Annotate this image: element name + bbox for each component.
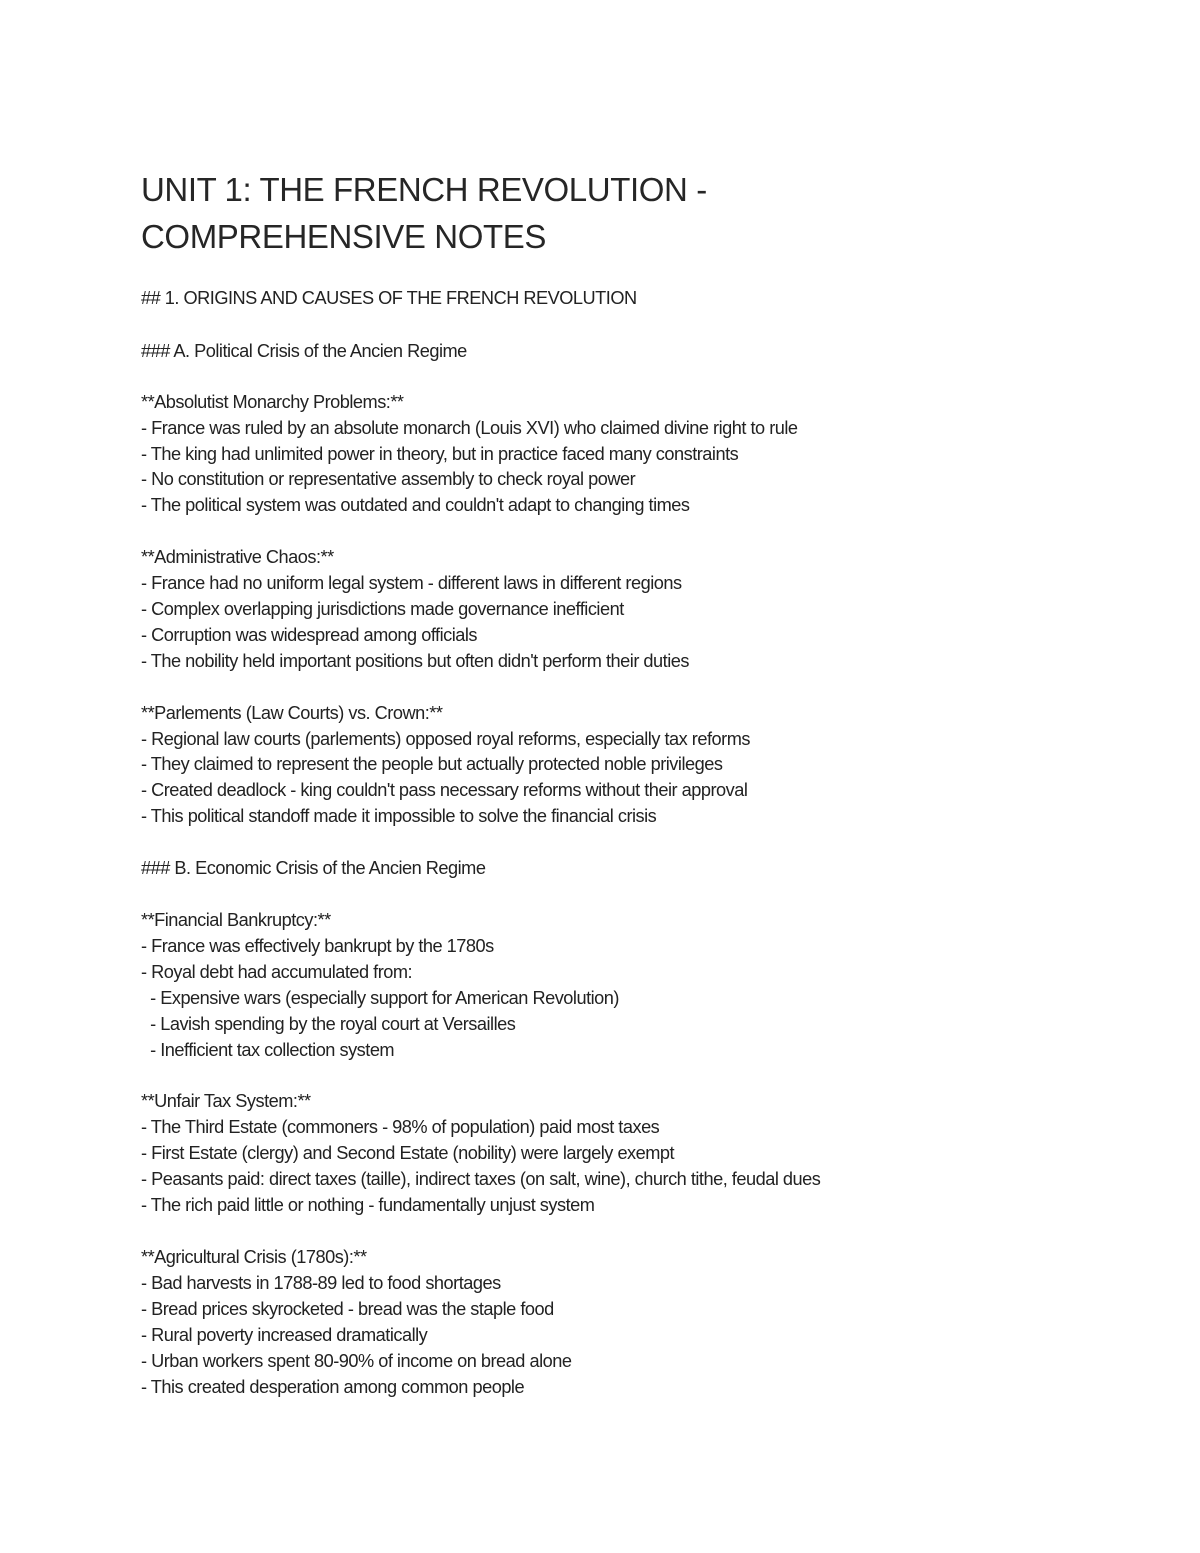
bullet-item: - Rural poverty increased dramatically bbox=[141, 1325, 428, 1345]
topic-heading: **Parlements (Law Courts) vs. Crown:** bbox=[141, 703, 443, 723]
bullet-item: - Royal debt had accumulated from: bbox=[141, 962, 413, 982]
subsection-heading: ### A. Political Crisis of the Ancien Regime bbox=[141, 341, 467, 361]
bullet-item: - First Estate (clergy) and Second Estate (nobility) were largely exempt bbox=[141, 1143, 675, 1163]
sub-bullet-item: - Lavish spending by the royal court at Versailles bbox=[141, 1014, 516, 1034]
bullet-item: - Bread prices skyrocketed - bread was the staple food bbox=[141, 1299, 554, 1319]
bullet-item: - The rich paid little or nothing - fundamentally unjust system bbox=[141, 1195, 595, 1215]
bullet-item: - This created desperation among common people bbox=[141, 1377, 525, 1397]
topic-heading: **Absolutist Monarchy Problems:** bbox=[141, 392, 404, 412]
sub-bullet-item: - Expensive wars (especially support for American Revolution) bbox=[141, 988, 619, 1008]
sub-bullet-item: - Inefficient tax collection system bbox=[141, 1040, 395, 1060]
topic-heading: **Agricultural Crisis (1780s):** bbox=[141, 1247, 367, 1267]
bullet-item: - The king had unlimited power in theory, but in practice faced many constraints bbox=[141, 444, 739, 464]
bullet-item: - This political standoff made it impossible to solve the financial crisis bbox=[141, 806, 657, 826]
topic-heading: **Financial Bankruptcy:** bbox=[141, 910, 331, 930]
bullet-item: - Corruption was widespread among officials bbox=[141, 625, 478, 645]
bullet-item: - No constitution or representative assembly to check royal power bbox=[141, 469, 636, 489]
subsection-heading: ### B. Economic Crisis of the Ancien Regime bbox=[141, 858, 486, 878]
bullet-item: - Created deadlock - king couldn't pass necessary reforms without their approval bbox=[141, 780, 748, 800]
bullet-item: - Complex overlapping jurisdictions made governance inefficient bbox=[141, 599, 624, 619]
title-line: COMPREHENSIVE NOTES bbox=[141, 218, 546, 255]
bullet-item: - The Third Estate (commoners - 98% of population) paid most taxes bbox=[141, 1117, 660, 1137]
section-heading: ## 1. ORIGINS AND CAUSES OF THE FRENCH REVOLUTION bbox=[141, 288, 637, 308]
topic-heading: **Unfair Tax System:** bbox=[141, 1091, 311, 1111]
bullet-item: - Bad harvests in 1788-89 led to food shortages bbox=[141, 1273, 501, 1293]
bullet-item: - France had no uniform legal system - different laws in different regions bbox=[141, 573, 682, 593]
bullet-item: - Urban workers spent 80-90% of income on bread alone bbox=[141, 1351, 572, 1371]
bullet-item: - Regional law courts (parlements) opposed royal reforms, especially tax reforms bbox=[141, 729, 750, 749]
title-line: UNIT 1: THE FRENCH REVOLUTION - bbox=[141, 171, 707, 208]
bullet-item: - The nobility held important positions but often didn't perform their duties bbox=[141, 651, 689, 671]
topic-heading: **Administrative Chaos:** bbox=[141, 547, 334, 567]
bullet-item: - France was ruled by an absolute monarch (Louis XVI) who claimed divine right to rule bbox=[141, 418, 798, 438]
bullet-item: - They claimed to represent the people but actually protected noble privileges bbox=[141, 754, 723, 774]
bullet-item: - France was effectively bankrupt by the 1780s bbox=[141, 936, 494, 956]
bullet-item: - The political system was outdated and couldn't adapt to changing times bbox=[141, 495, 690, 515]
bullet-item: - Peasants paid: direct taxes (taille), indirect taxes (on salt, wine), church tithe, feudal dues bbox=[141, 1169, 821, 1189]
document-title bbox=[141, 166, 1101, 260]
